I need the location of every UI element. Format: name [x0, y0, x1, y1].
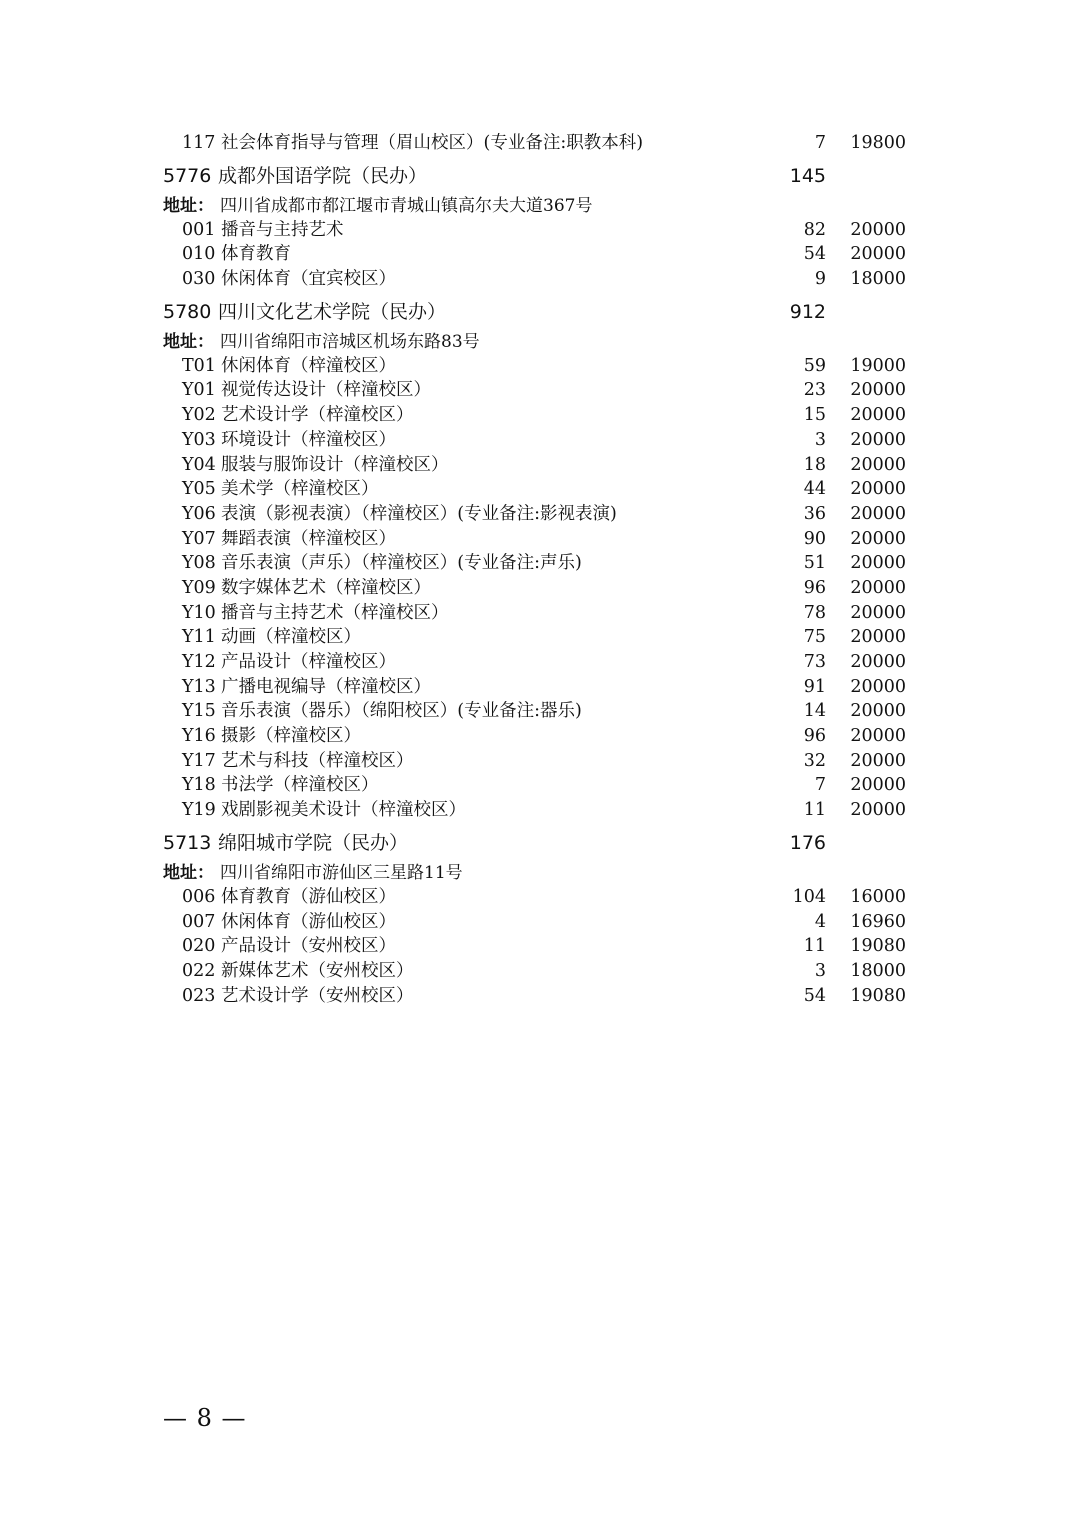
major-row	[163, 699, 923, 724]
major-name: 舞蹈表演（梓潼校区）	[221, 528, 396, 549]
major-name: 环境设计（梓潼校区）	[221, 429, 396, 450]
major-tuition: 20000	[850, 775, 906, 796]
major-row	[163, 477, 923, 502]
major-name: 动画（梓潼校区）	[221, 627, 361, 648]
major-code: Y06	[182, 503, 216, 524]
major-name: 音乐表演（器乐）（绵阳校区）(专业备注:器乐)	[221, 701, 582, 722]
major-quota: 18	[803, 454, 826, 475]
major-name: 美术学（梓潼校区）	[221, 479, 379, 500]
major-code: 023	[182, 985, 216, 1006]
major-quota: 36	[803, 503, 826, 524]
major-tuition: 20000	[850, 676, 906, 697]
major-name: 广播电视编导（梓潼校区）	[221, 676, 431, 697]
major-quota: 73	[803, 652, 826, 672]
major-row	[163, 131, 923, 156]
major-code: 117	[182, 133, 216, 153]
major-tuition: 20000	[850, 429, 906, 450]
major-row	[163, 267, 923, 292]
major-code: 010	[182, 244, 216, 265]
major-tuition: 20000	[850, 627, 906, 648]
major-name: 产品设计（梓潼校区）	[221, 652, 396, 672]
major-quota: 75	[803, 627, 826, 648]
major-name: 播音与主持艺术	[221, 219, 344, 240]
major-name: 戏剧影视美术设计（梓潼校区）	[221, 800, 466, 821]
major-code: 007	[182, 911, 216, 932]
major-tuition: 20000	[850, 602, 906, 623]
major-code: Y05	[182, 479, 216, 500]
major-code: Y02	[182, 405, 216, 426]
major-tuition: 19080	[850, 936, 906, 957]
school-header	[163, 825, 923, 861]
address-label: 地址：	[163, 862, 214, 883]
school-header	[163, 294, 923, 330]
major-row	[163, 798, 923, 823]
major-tuition: 20000	[850, 750, 906, 771]
address-label: 地址：	[163, 331, 214, 352]
major-row	[163, 354, 923, 379]
major-name: 社会体育指导与管理（眉山校区）(专业备注:职教本科)	[221, 133, 644, 153]
major-quota: 54	[803, 985, 826, 1006]
major-name: 服装与服饰设计（梓潼校区）	[221, 454, 449, 475]
major-row	[163, 576, 923, 601]
major-quota: 14	[803, 701, 826, 722]
major-row	[163, 625, 923, 650]
major-name: 休闲体育（宜宾校区）	[221, 269, 396, 290]
major-code: Y18	[182, 775, 216, 796]
major-name: 表演（影视表演）（梓潼校区）(专业备注:影视表演)	[221, 503, 617, 524]
major-row	[163, 218, 923, 243]
major-quota: 59	[803, 355, 826, 376]
major-quota: 78	[803, 602, 826, 623]
major-code: Y17	[182, 750, 216, 771]
major-quota: 96	[803, 726, 826, 747]
major-name: 休闲体育（游仙校区）	[221, 911, 396, 932]
major-code: Y16	[182, 726, 216, 747]
major-tuition: 20000	[850, 800, 906, 821]
major-quota: 91	[803, 676, 826, 697]
major-code: 020	[182, 936, 216, 957]
school-address	[163, 194, 923, 218]
major-row	[163, 724, 923, 749]
major-tuition: 18000	[850, 269, 906, 290]
major-tuition: 19800	[850, 133, 906, 153]
major-tuition: 20000	[850, 244, 906, 265]
major-quota: 54	[803, 244, 826, 265]
major-quota: 11	[803, 936, 826, 957]
major-row	[163, 527, 923, 552]
address-text: 四川省绵阳市涪城区机场东路83号	[220, 331, 480, 352]
major-quota: 11	[803, 800, 826, 821]
major-quota: 82	[803, 219, 826, 240]
major-tuition: 20000	[850, 380, 906, 401]
school-header	[163, 158, 923, 194]
major-tuition: 19000	[850, 355, 906, 376]
major-row	[163, 675, 923, 700]
major-tuition: 20000	[850, 454, 906, 475]
major-quota: 44	[803, 479, 826, 500]
major-quota: 7	[814, 133, 826, 153]
school-total-quota: 912	[789, 300, 826, 323]
major-quota: 3	[814, 429, 826, 450]
school-address	[163, 861, 923, 885]
major-quota: 23	[803, 380, 826, 401]
major-code: Y10	[182, 602, 216, 623]
major-tuition: 20000	[850, 652, 906, 672]
major-code: Y09	[182, 577, 216, 598]
major-code: Y15	[182, 701, 216, 722]
major-name: 休闲体育（梓潼校区）	[221, 355, 396, 376]
major-tuition: 20000	[850, 701, 906, 722]
address-text: 四川省成都市都江堰市青城山镇高尔夫大道367号	[220, 195, 593, 216]
major-tuition: 20000	[850, 479, 906, 500]
major-row	[163, 242, 923, 267]
major-row	[163, 650, 923, 675]
major-row	[163, 773, 923, 798]
major-tuition: 18000	[850, 960, 906, 981]
major-quota: 51	[803, 553, 826, 574]
major-name: 音乐表演（声乐）（梓潼校区）(专业备注:声乐)	[221, 553, 582, 574]
school-total-quota: 176	[789, 831, 826, 854]
major-row	[163, 910, 923, 935]
major-code: 022	[182, 960, 216, 981]
major-quota: 3	[814, 960, 826, 981]
major-tuition: 20000	[850, 503, 906, 524]
major-name: 视觉传达设计（梓潼校区）	[221, 380, 431, 401]
major-name: 摄影（梓潼校区）	[221, 726, 361, 747]
school-address	[163, 330, 923, 354]
school-name: 绵阳城市学院（民办）	[218, 831, 409, 854]
school-code: 5713	[163, 831, 212, 854]
major-name: 书法学（梓潼校区）	[221, 775, 379, 796]
major-row	[163, 984, 923, 1009]
major-tuition: 20000	[850, 726, 906, 747]
major-row	[163, 502, 923, 527]
major-tuition: 20000	[850, 405, 906, 426]
major-tuition: 16000	[850, 886, 906, 907]
major-code: Y11	[182, 627, 216, 648]
major-row	[163, 551, 923, 576]
major-quota: 9	[814, 269, 826, 290]
major-row	[163, 378, 923, 403]
major-quota: 7	[814, 775, 826, 796]
major-name: 艺术设计学（安州校区）	[221, 985, 414, 1006]
major-quota: 4	[814, 911, 826, 932]
major-name: 体育教育（游仙校区）	[221, 886, 396, 907]
major-name: 播音与主持艺术（梓潼校区）	[221, 602, 449, 623]
major-code: Y04	[182, 454, 216, 475]
major-quota: 15	[803, 405, 826, 426]
major-code: Y08	[182, 553, 216, 574]
major-code: 030	[182, 269, 216, 290]
major-code: Y07	[182, 528, 216, 549]
major-row	[163, 959, 923, 984]
major-tuition: 20000	[850, 528, 906, 549]
major-row	[163, 601, 923, 626]
major-row	[163, 403, 923, 428]
major-code: Y01	[182, 380, 216, 401]
school-name: 成都外国语学院（民办）	[218, 164, 428, 187]
major-code: 006	[182, 886, 216, 907]
major-name: 产品设计（安州校区）	[221, 936, 396, 957]
major-code: T01	[182, 355, 216, 376]
address-text: 四川省绵阳市游仙区三星路11号	[220, 862, 463, 883]
major-tuition: 20000	[850, 553, 906, 574]
major-tuition: 16960	[850, 911, 906, 932]
major-code: Y12	[182, 652, 216, 672]
major-code: Y13	[182, 676, 216, 697]
major-name: 新媒体艺术（安州校区）	[221, 960, 414, 981]
major-row	[163, 453, 923, 478]
major-row	[163, 749, 923, 774]
major-code: Y19	[182, 800, 216, 821]
school-total-quota: 145	[789, 164, 826, 187]
major-code: Y03	[182, 429, 216, 450]
page-number: — 8 —	[163, 1404, 247, 1432]
school-code: 5776	[163, 164, 212, 187]
major-row	[163, 934, 923, 959]
address-label: 地址：	[163, 195, 214, 216]
major-quota: 90	[803, 528, 826, 549]
major-name: 体育教育	[221, 244, 291, 265]
school-code: 5780	[163, 300, 212, 323]
major-quota: 32	[803, 750, 826, 771]
major-tuition: 20000	[850, 577, 906, 598]
major-quota: 96	[803, 577, 826, 598]
major-name: 数字媒体艺术（梓潼校区）	[221, 577, 431, 598]
major-code: 001	[182, 219, 216, 240]
major-tuition: 19080	[850, 985, 906, 1006]
major-name: 艺术设计学（梓潼校区）	[221, 405, 414, 426]
major-row	[163, 428, 923, 453]
enrollment-list	[163, 131, 923, 1008]
major-name: 艺术与科技（梓潼校区）	[221, 750, 414, 771]
major-quota: 104	[792, 886, 826, 907]
school-name: 四川文化艺术学院（民办）	[218, 300, 447, 323]
major-row	[163, 885, 923, 910]
major-tuition: 20000	[850, 219, 906, 240]
school-list	[163, 158, 923, 1009]
